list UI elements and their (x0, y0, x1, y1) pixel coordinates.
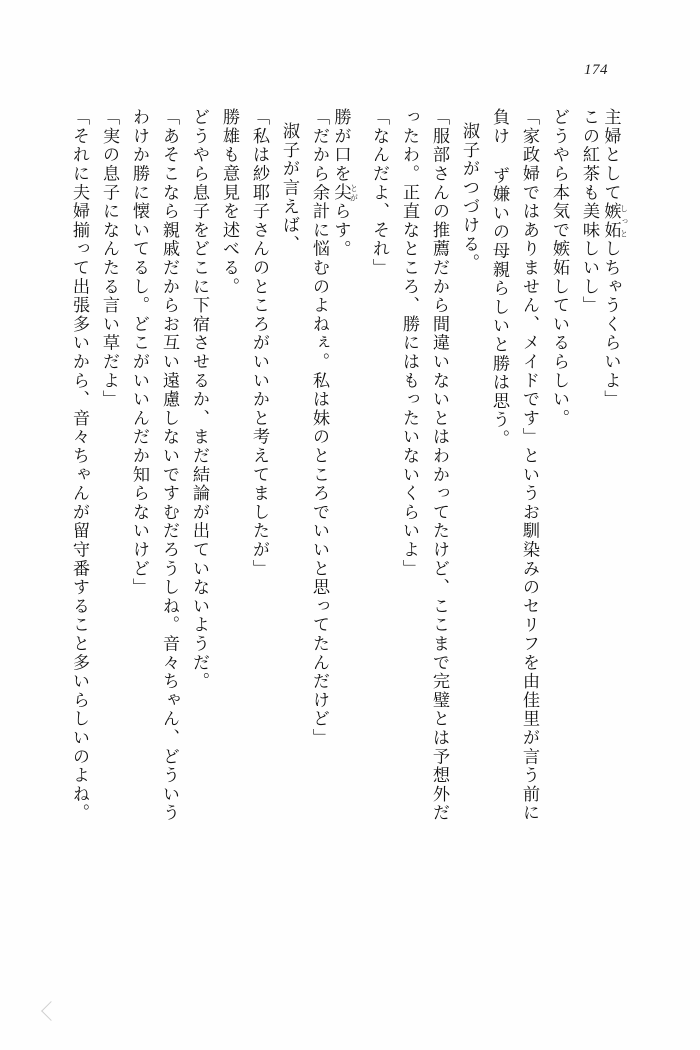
text-column: 淑子がつづける。 (460, 122, 479, 273)
text-column: 勝雄も意見を述べる。 (220, 108, 239, 296)
text-column: 「だから余計に悩むのよねぇ。私は妹のところでいいと思ってたんだけど」 (310, 108, 329, 748)
text-column: 淑子が言えば、 (280, 122, 299, 254)
text-column: 「あそこなら親戚だからお互い遠慮しないですむだろうしね。音々ちゃん、どういう (160, 108, 179, 823)
text-column: 「服部さんの推薦だから間違いないとはわかってたけど、ここまで完璧とは予想外だ (430, 108, 449, 823)
vertical-text-body (70, 108, 628, 953)
text-column: 「家政婦ではありません、メイドです」というお馴染みのセリフを由佳里が言う前に (520, 108, 539, 823)
text-column: 勝が口を尖 とがらす。 (331, 108, 359, 259)
text-column: どうやら息子をどこに下宿させるか、まだ結論が出ていないようだ。 (190, 108, 209, 691)
text-column: 主婦として嫉妬 しっとしちゃうくらいよ」 (601, 108, 629, 409)
text-column: 「私は紗耶子さんのところがいいかと考えてましたが」 (250, 108, 269, 578)
text-column: ったわ。正直なところ、勝にはもったいないくらいよ」 (400, 108, 419, 578)
text-column: 負け ず嫌いの母親らしいと勝は思う。 (490, 108, 509, 449)
text-column: 「なんだよ、それ」 (370, 108, 389, 278)
text-column: 「実の息子になんたる言い草だよ」 (100, 108, 119, 409)
text-column: この紅茶も美味しいし」 (580, 108, 599, 315)
text-column: 「それに夫婦揃って出張多いから、音々ちゃんが留守番すること多いらしいのよね。 (70, 108, 89, 823)
text-column: わけか勝に懐いてるし。どこがいいんだか知らないけど」 (130, 108, 149, 597)
corner-fold-mark (44, 1004, 64, 1024)
page-number: 174 (584, 62, 608, 78)
text-column: どうやら本気で嫉妬しているらしい。 (550, 108, 569, 428)
